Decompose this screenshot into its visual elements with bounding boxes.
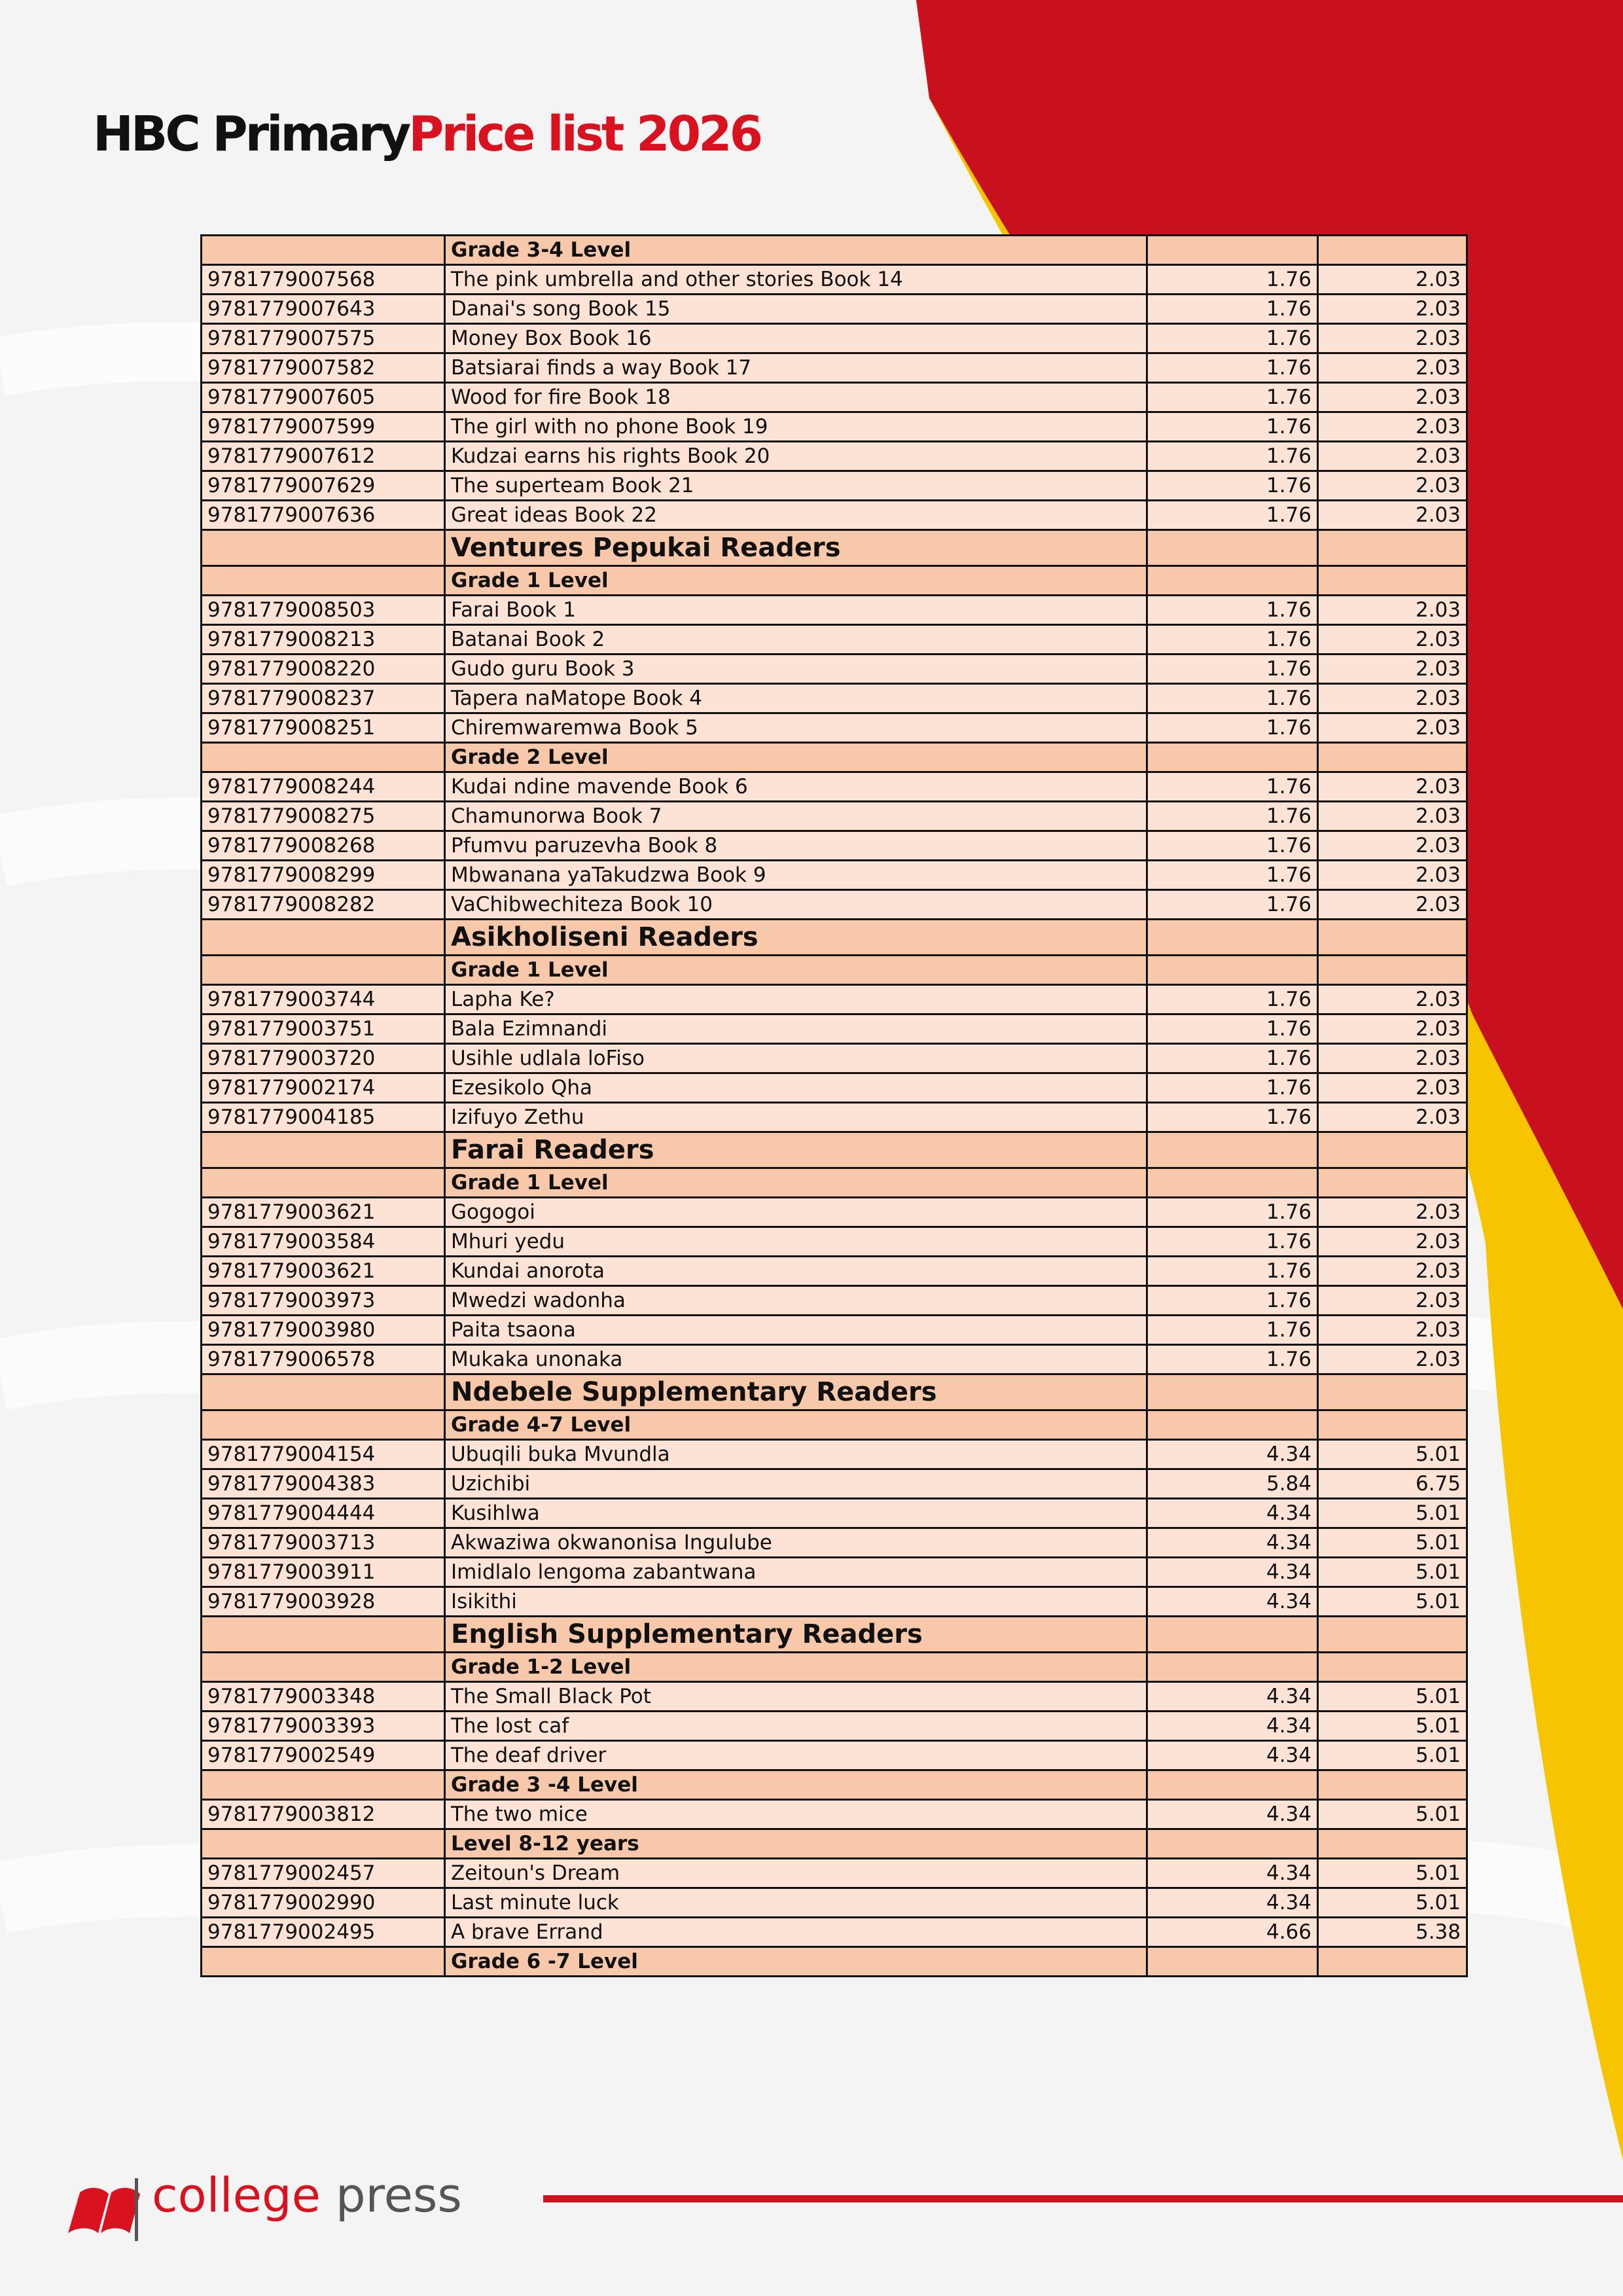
heading-cell: Asikholiseni Readers: [445, 920, 1147, 956]
table-row: [202, 471, 1467, 501]
price-cell: 1.76: [1147, 501, 1318, 530]
isbn-cell: 9781779008251: [202, 713, 445, 743]
price-incl-cell: 2.03: [1318, 471, 1467, 501]
price-cell: 4.34: [1147, 1558, 1318, 1587]
table-row: [202, 1044, 1467, 1073]
price-cell: [1147, 1168, 1318, 1198]
price-cell: 4.34: [1147, 1859, 1318, 1888]
isbn-cell: 9781779003348: [202, 1682, 445, 1712]
level-header-row: [202, 956, 1467, 985]
price-incl-cell: 2.03: [1318, 802, 1467, 831]
section-header-row: [202, 920, 1467, 956]
title-cell: Mhuri yedu: [445, 1227, 1147, 1257]
table-row: [202, 353, 1467, 383]
price-cell: 1.76: [1147, 324, 1318, 353]
title-cell: The Small Black Pot: [445, 1682, 1147, 1712]
table-row: [202, 1286, 1467, 1316]
price-incl-cell: 2.03: [1318, 1286, 1467, 1316]
isbn-cell: [202, 1770, 445, 1800]
price-cell: 4.34: [1147, 1587, 1318, 1617]
price-cell: 1.76: [1147, 596, 1318, 625]
price-incl-cell: 5.01: [1318, 1587, 1467, 1617]
college-press-logo: [152, 2168, 462, 2223]
title-cell: Mbwanana yaTakudzwa Book 9: [445, 861, 1147, 890]
price-incl-cell: 2.03: [1318, 383, 1467, 412]
price-incl-cell: 2.03: [1318, 861, 1467, 890]
table-row: [202, 1440, 1467, 1469]
price-incl-cell: [1318, 743, 1467, 772]
table-row: [202, 324, 1467, 353]
price-cell: [1147, 1617, 1318, 1653]
title-cell: Usihle udlala loFiso: [445, 1044, 1147, 1073]
footer-rule: [543, 2195, 1623, 2202]
title-cell: The deaf driver: [445, 1741, 1147, 1770]
heading-cell: Grade 2 Level: [445, 743, 1147, 772]
price-cell: 4.34: [1147, 1528, 1318, 1558]
price-incl-cell: 2.03: [1318, 1257, 1467, 1286]
section-header-row: [202, 1132, 1467, 1168]
price-cell: 4.34: [1147, 1440, 1318, 1469]
table-row: [202, 861, 1467, 890]
level-header-row: [202, 236, 1467, 265]
price-cell: 1.76: [1147, 625, 1318, 655]
price-cell: 4.34: [1147, 1499, 1318, 1528]
price-cell: 1.76: [1147, 1286, 1318, 1316]
price-incl-cell: 2.03: [1318, 1073, 1467, 1103]
price-incl-cell: 2.03: [1318, 265, 1467, 295]
price-cell: [1147, 956, 1318, 985]
price-cell: 4.34: [1147, 1682, 1318, 1712]
table-row: [202, 1558, 1467, 1587]
table-row: [202, 802, 1467, 831]
isbn-cell: 9781779007575: [202, 324, 445, 353]
title-cell: A brave Errand: [445, 1918, 1147, 1947]
isbn-cell: 9781779008237: [202, 684, 445, 713]
price-incl-cell: [1318, 566, 1467, 596]
table-row: [202, 985, 1467, 1014]
price-incl-cell: [1318, 1168, 1467, 1198]
table-row: [202, 655, 1467, 684]
price-incl-cell: 2.03: [1318, 985, 1467, 1014]
section-header-row: [202, 1617, 1467, 1653]
title-cell: Chiremwaremwa Book 5: [445, 713, 1147, 743]
heading-cell: Farai Readers: [445, 1132, 1147, 1168]
price-cell: 1.76: [1147, 383, 1318, 412]
price-incl-cell: 2.03: [1318, 655, 1467, 684]
isbn-cell: 9781779002990: [202, 1888, 445, 1918]
price-cell: 1.76: [1147, 412, 1318, 442]
price-incl-cell: [1318, 1374, 1467, 1410]
isbn-cell: 9781779002495: [202, 1918, 445, 1947]
isbn-cell: [202, 1617, 445, 1653]
isbn-cell: 9781779006578: [202, 1345, 445, 1374]
isbn-cell: 9781779004444: [202, 1499, 445, 1528]
table-row: [202, 831, 1467, 861]
price-incl-cell: 2.03: [1318, 625, 1467, 655]
price-cell: 1.76: [1147, 802, 1318, 831]
price-cell: 5.84: [1147, 1469, 1318, 1499]
price-cell: [1147, 236, 1318, 265]
heading-cell: Ventures Pepukai Readers: [445, 530, 1147, 566]
title-cell: Tapera naMatope Book 4: [445, 684, 1147, 713]
price-cell: 1.76: [1147, 772, 1318, 802]
isbn-cell: 9781779003928: [202, 1587, 445, 1617]
isbn-cell: 9781779007643: [202, 295, 445, 324]
level-header-row: [202, 743, 1467, 772]
title-cell: Last minute luck: [445, 1888, 1147, 1918]
isbn-cell: 9781779003393: [202, 1712, 445, 1741]
title-cell: Danai's song Book 15: [445, 295, 1147, 324]
isbn-cell: 9781779007568: [202, 265, 445, 295]
isbn-cell: 9781779007636: [202, 501, 445, 530]
isbn-cell: 9781779008213: [202, 625, 445, 655]
title-cell: Kundai anorota: [445, 1257, 1147, 1286]
price-cell: 1.76: [1147, 1345, 1318, 1374]
price-incl-cell: 2.03: [1318, 412, 1467, 442]
isbn-cell: [202, 1947, 445, 1977]
isbn-cell: 9781779003812: [202, 1800, 445, 1829]
table-row: [202, 1103, 1467, 1132]
price-cell: 1.76: [1147, 655, 1318, 684]
title-cell: The pink umbrella and other stories Book 14: [445, 265, 1147, 295]
table-row: [202, 442, 1467, 471]
title-cell: Lapha Ke?: [445, 985, 1147, 1014]
heading-cell: Grade 4-7 Level: [445, 1410, 1147, 1440]
price-cell: 1.76: [1147, 1198, 1318, 1227]
table-row: [202, 1198, 1467, 1227]
isbn-cell: [202, 1829, 445, 1859]
isbn-cell: [202, 1168, 445, 1198]
table-row: [202, 1014, 1467, 1044]
isbn-cell: 9781779002174: [202, 1073, 445, 1103]
heading-cell: Grade 1 Level: [445, 1168, 1147, 1198]
price-incl-cell: 2.03: [1318, 353, 1467, 383]
table-row: [202, 1587, 1467, 1617]
price-incl-cell: [1318, 1410, 1467, 1440]
heading-cell: Grade 1 Level: [445, 566, 1147, 596]
price-cell: [1147, 743, 1318, 772]
price-cell: [1147, 1132, 1318, 1168]
isbn-cell: 9781779003911: [202, 1558, 445, 1587]
table-row: [202, 625, 1467, 655]
price-incl-cell: 2.03: [1318, 890, 1467, 920]
price-incl-cell: 5.01: [1318, 1499, 1467, 1528]
price-incl-cell: 2.03: [1318, 1227, 1467, 1257]
price-incl-cell: [1318, 1770, 1467, 1800]
price-cell: 1.76: [1147, 442, 1318, 471]
isbn-cell: 9781779004383: [202, 1469, 445, 1499]
isbn-cell: [202, 1410, 445, 1440]
isbn-cell: 9781779003584: [202, 1227, 445, 1257]
title-cell: Kudai ndine mavende Book 6: [445, 772, 1147, 802]
level-header-row: [202, 1168, 1467, 1198]
price-cell: [1147, 1829, 1318, 1859]
title-cell: Kusihlwa: [445, 1499, 1147, 1528]
price-incl-cell: 2.03: [1318, 295, 1467, 324]
price-cell: 1.76: [1147, 353, 1318, 383]
price-cell: 1.76: [1147, 1044, 1318, 1073]
isbn-cell: 9781779007612: [202, 442, 445, 471]
table-row: [202, 1888, 1467, 1918]
price-incl-cell: 2.03: [1318, 324, 1467, 353]
price-incl-cell: [1318, 956, 1467, 985]
price-cell: 4.66: [1147, 1918, 1318, 1947]
price-cell: [1147, 1947, 1318, 1977]
level-header-row: [202, 1653, 1467, 1682]
section-header-row: [202, 1374, 1467, 1410]
isbn-cell: [202, 236, 445, 265]
isbn-cell: 9781779008268: [202, 831, 445, 861]
price-incl-cell: 2.03: [1318, 501, 1467, 530]
isbn-cell: [202, 920, 445, 956]
isbn-cell: [202, 1374, 445, 1410]
logo-word-college: college: [152, 2168, 321, 2223]
title-cell: The lost caf: [445, 1712, 1147, 1741]
title-cell: VaChibwechiteza Book 10: [445, 890, 1147, 920]
price-cell: 1.76: [1147, 471, 1318, 501]
isbn-cell: 9781779002457: [202, 1859, 445, 1888]
title-cell: Kudzai earns his rights Book 20: [445, 442, 1147, 471]
table-row: [202, 265, 1467, 295]
title-cell: Ezesikolo Qha: [445, 1073, 1147, 1103]
title-cell: Imidlalo lengoma zabantwana: [445, 1558, 1147, 1587]
table-row: [202, 713, 1467, 743]
price-incl-cell: [1318, 1947, 1467, 1977]
title-cell: Gudo guru Book 3: [445, 655, 1147, 684]
price-cell: [1147, 1410, 1318, 1440]
price-cell: 1.76: [1147, 890, 1318, 920]
price-incl-cell: 2.03: [1318, 1345, 1467, 1374]
price-incl-cell: 5.01: [1318, 1712, 1467, 1741]
table-row: [202, 1682, 1467, 1712]
isbn-cell: 9781779007582: [202, 353, 445, 383]
isbn-cell: 9781779003720: [202, 1044, 445, 1073]
price-cell: 1.76: [1147, 1103, 1318, 1132]
isbn-cell: [202, 743, 445, 772]
table-row: [202, 1712, 1467, 1741]
table-row: [202, 1528, 1467, 1558]
price-incl-cell: 5.01: [1318, 1558, 1467, 1587]
price-cell: 1.76: [1147, 1227, 1318, 1257]
price-cell: 1.76: [1147, 265, 1318, 295]
level-header-row: [202, 1829, 1467, 1859]
price-incl-cell: 2.03: [1318, 684, 1467, 713]
price-incl-cell: 2.03: [1318, 442, 1467, 471]
price-cell: 1.76: [1147, 1014, 1318, 1044]
title-cell: Paita tsaona: [445, 1316, 1147, 1345]
title-cell: Ubuqili buka Mvundla: [445, 1440, 1147, 1469]
price-incl-cell: 2.03: [1318, 1103, 1467, 1132]
price-cell: [1147, 1374, 1318, 1410]
table-row: [202, 1741, 1467, 1770]
isbn-cell: [202, 530, 445, 566]
isbn-cell: 9781779008220: [202, 655, 445, 684]
price-cell: 1.76: [1147, 713, 1318, 743]
title-cell: The girl with no phone Book 19: [445, 412, 1147, 442]
page-title: [93, 106, 760, 162]
title-cell: Isikithi: [445, 1587, 1147, 1617]
price-incl-cell: [1318, 530, 1467, 566]
price-cell: [1147, 530, 1318, 566]
price-incl-cell: [1318, 1132, 1467, 1168]
table-row: [202, 1859, 1467, 1888]
heading-cell: Grade 6 -7 Level: [445, 1947, 1147, 1977]
price-incl-cell: 2.03: [1318, 1044, 1467, 1073]
isbn-cell: 9781779003751: [202, 1014, 445, 1044]
table-row: [202, 1227, 1467, 1257]
table-row: [202, 772, 1467, 802]
price-cell: 4.34: [1147, 1741, 1318, 1770]
price-incl-cell: 5.01: [1318, 1888, 1467, 1918]
isbn-cell: 9781779003980: [202, 1316, 445, 1345]
isbn-cell: 9781779007629: [202, 471, 445, 501]
isbn-cell: [202, 956, 445, 985]
isbn-cell: 9781779003713: [202, 1528, 445, 1558]
title-cell: Money Box Book 16: [445, 324, 1147, 353]
isbn-cell: [202, 566, 445, 596]
table-row: [202, 684, 1467, 713]
title-cell: Izifuyo Zethu: [445, 1103, 1147, 1132]
title-pricelist: Price list 2026: [408, 106, 761, 162]
price-incl-cell: [1318, 1617, 1467, 1653]
price-cell: 4.34: [1147, 1712, 1318, 1741]
level-header-row: [202, 566, 1467, 596]
title-cell: Pfumvu paruzevha Book 8: [445, 831, 1147, 861]
title-cell: Zeitoun's Dream: [445, 1859, 1147, 1888]
isbn-cell: 9781779004185: [202, 1103, 445, 1132]
isbn-cell: 9781779004154: [202, 1440, 445, 1469]
price-cell: 1.76: [1147, 684, 1318, 713]
title-brand: HBC Primary: [93, 106, 409, 162]
price-incl-cell: [1318, 1829, 1467, 1859]
isbn-cell: 9781779003621: [202, 1257, 445, 1286]
isbn-cell: 9781779008299: [202, 861, 445, 890]
level-header-row: [202, 1947, 1467, 1977]
level-header-row: [202, 1410, 1467, 1440]
price-cell: 4.34: [1147, 1888, 1318, 1918]
price-cell: 1.76: [1147, 1073, 1318, 1103]
price-cell: [1147, 920, 1318, 956]
price-cell: 1.76: [1147, 1316, 1318, 1345]
title-cell: Gogogoi: [445, 1198, 1147, 1227]
price-incl-cell: 5.01: [1318, 1440, 1467, 1469]
heading-cell: Grade 1-2 Level: [445, 1653, 1147, 1682]
title-cell: Akwaziwa okwanonisa Ingulube: [445, 1528, 1147, 1558]
price-incl-cell: 2.03: [1318, 1198, 1467, 1227]
price-cell: 1.76: [1147, 861, 1318, 890]
price-incl-cell: 6.75: [1318, 1469, 1467, 1499]
table-row: [202, 1800, 1467, 1829]
isbn-cell: 9781779007605: [202, 383, 445, 412]
price-cell: 1.76: [1147, 295, 1318, 324]
title-cell: Mukaka unonaka: [445, 1345, 1147, 1374]
heading-cell: English Supplementary Readers: [445, 1617, 1147, 1653]
price-cell: 1.76: [1147, 985, 1318, 1014]
title-cell: The two mice: [445, 1800, 1147, 1829]
price-incl-cell: 2.03: [1318, 772, 1467, 802]
price-cell: [1147, 1770, 1318, 1800]
price-cell: 1.76: [1147, 831, 1318, 861]
table-row: [202, 501, 1467, 530]
table-row: [202, 1257, 1467, 1286]
title-cell: Batanai Book 2: [445, 625, 1147, 655]
isbn-cell: 9781779008503: [202, 596, 445, 625]
title-cell: Wood for fire Book 18: [445, 383, 1147, 412]
isbn-cell: 9781779008244: [202, 772, 445, 802]
isbn-cell: 9781779003621: [202, 1198, 445, 1227]
heading-cell: Grade 3-4 Level: [445, 236, 1147, 265]
table-row: [202, 890, 1467, 920]
title-cell: Mwedzi wadonha: [445, 1286, 1147, 1316]
title-cell: Batsiarai finds a way Book 17: [445, 353, 1147, 383]
isbn-cell: [202, 1132, 445, 1168]
table-row: [202, 1469, 1467, 1499]
isbn-cell: 9781779003973: [202, 1286, 445, 1316]
price-incl-cell: [1318, 920, 1467, 956]
price-cell: [1147, 1653, 1318, 1682]
price-incl-cell: 5.01: [1318, 1682, 1467, 1712]
isbn-cell: [202, 1653, 445, 1682]
title-cell: Bala Ezimnandi: [445, 1014, 1147, 1044]
price-incl-cell: 2.03: [1318, 831, 1467, 861]
price-cell: 1.76: [1147, 1257, 1318, 1286]
heading-cell: Ndebele Supplementary Readers: [445, 1374, 1147, 1410]
title-cell: Chamunorwa Book 7: [445, 802, 1147, 831]
table-row: [202, 596, 1467, 625]
price-incl-cell: 2.03: [1318, 713, 1467, 743]
level-header-row: [202, 1770, 1467, 1800]
logo-word-press: press: [335, 2168, 462, 2223]
heading-cell: Grade 1 Level: [445, 956, 1147, 985]
heading-cell: Grade 3 -4 Level: [445, 1770, 1147, 1800]
heading-cell: Level 8-12 years: [445, 1829, 1147, 1859]
price-incl-cell: [1318, 1653, 1467, 1682]
isbn-cell: 9781779002549: [202, 1741, 445, 1770]
title-cell: Uzichibi: [445, 1469, 1147, 1499]
table-row: [202, 412, 1467, 442]
title-cell: The superteam Book 21: [445, 471, 1147, 501]
price-incl-cell: 5.01: [1318, 1800, 1467, 1829]
price-incl-cell: 5.01: [1318, 1741, 1467, 1770]
table-row: [202, 1316, 1467, 1345]
price-incl-cell: [1318, 236, 1467, 265]
table-row: [202, 383, 1467, 412]
isbn-cell: 9781779008275: [202, 802, 445, 831]
price-table: [200, 234, 1468, 1977]
table-row: [202, 295, 1467, 324]
price-incl-cell: 5.01: [1318, 1528, 1467, 1558]
title-cell: Great ideas Book 22: [445, 501, 1147, 530]
table-row: [202, 1918, 1467, 1947]
price-incl-cell: 5.01: [1318, 1859, 1467, 1888]
isbn-cell: 9781779007599: [202, 412, 445, 442]
price-cell: 4.34: [1147, 1800, 1318, 1829]
isbn-cell: 9781779003744: [202, 985, 445, 1014]
section-header-row: [202, 530, 1467, 566]
title-cell: Farai Book 1: [445, 596, 1147, 625]
price-incl-cell: 2.03: [1318, 1014, 1467, 1044]
table-row: [202, 1345, 1467, 1374]
price-incl-cell: 5.38: [1318, 1918, 1467, 1947]
isbn-cell: 9781779008282: [202, 890, 445, 920]
price-cell: [1147, 566, 1318, 596]
price-incl-cell: 2.03: [1318, 1316, 1467, 1345]
table-row: [202, 1499, 1467, 1528]
table-row: [202, 1073, 1467, 1103]
price-incl-cell: 2.03: [1318, 596, 1467, 625]
